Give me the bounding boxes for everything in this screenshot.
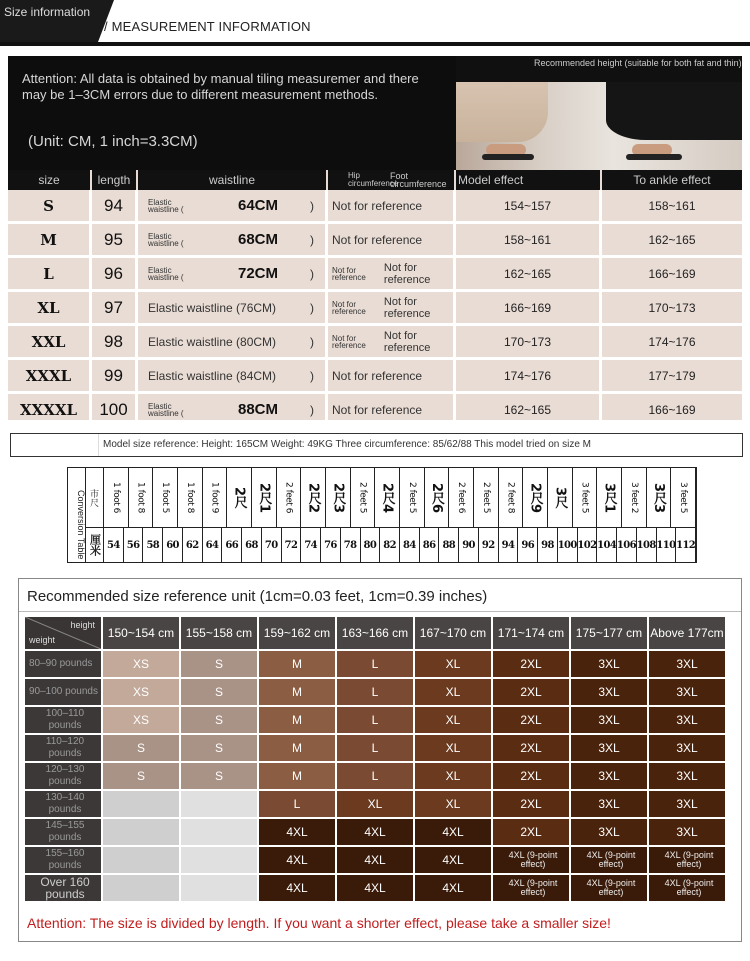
conversion-shichi-cell: 3尺3 <box>647 468 672 528</box>
weight-row-label: 100–110 pounds <box>25 707 101 733</box>
conversion-cm-cell: 56 <box>124 528 144 562</box>
model-ref-blank <box>11 434 99 456</box>
conversion-cm-cell: 108 <box>637 528 657 562</box>
waistline-cell <box>138 224 328 258</box>
conversion-cells <box>104 468 696 562</box>
model-ref-text: Model size reference: Height: 165CM Weight: 49KG Three circumference: 85/62/88 This model tried on size M <box>103 439 592 450</box>
weight-row-label: 155–160 pounds <box>25 847 101 873</box>
size-recommendation-cell: 2XL <box>493 735 569 761</box>
length-cell: 95 <box>92 224 138 258</box>
photo-caption: Recommended height (suitable for both fat and thin) <box>456 56 742 82</box>
hip-small-text: Not for reference <box>332 265 366 282</box>
header-model-effect: Model effect <box>456 170 602 190</box>
conversion-shichi-cell: 2 feet 8 <box>499 468 524 528</box>
waistline-label: Elastic waistline ( <box>148 265 184 282</box>
size-recommendation-cell: 3XL <box>649 791 725 817</box>
size-recommendation-cell: XL <box>415 707 491 733</box>
size-information-label: Size information <box>4 5 91 19</box>
hip-small-text: Not for reference <box>332 333 366 350</box>
conversion-cm-cell: 70 <box>262 528 282 562</box>
model-effect-cell: 158~161 <box>456 224 602 258</box>
waistline-value: 68CM <box>238 231 279 248</box>
size-recommendation-cell: 4XL <box>415 847 491 873</box>
size-recommendation-cell: 3XL <box>649 707 725 733</box>
length-cell: 96 <box>92 258 138 292</box>
height-header: 155~158 cm <box>181 617 257 649</box>
waistline-label: Elastic waistline ( <box>148 197 184 214</box>
height-header: Above 177cm <box>649 617 725 649</box>
size-recommendation-cell: M <box>259 763 335 789</box>
size-recommendation-cell: XL <box>415 651 491 677</box>
waistline-value: 64CM <box>238 197 279 214</box>
weight-row-label: 120–130 pounds <box>25 763 101 789</box>
conversion-cm-cell: 68 <box>242 528 262 562</box>
size-recommendation-cell: 3XL <box>571 819 647 845</box>
size-recommendation-cell: S <box>181 651 257 677</box>
size-recommendation-cell <box>103 791 179 817</box>
conversion-table-label: Conversion Table <box>76 490 86 560</box>
measurement-row <box>8 258 742 292</box>
corner-height-label: height <box>70 620 95 630</box>
header-ankle-effect: To ankle effect <box>633 173 711 187</box>
waistline-close: ) <box>310 300 314 315</box>
size-recommendation-cell: 4XL <box>259 819 335 845</box>
waistline-cell <box>138 292 328 326</box>
conversion-cm-cell: 64 <box>203 528 223 562</box>
hip-cell <box>328 190 456 224</box>
foot-text: Not for reference <box>383 295 431 320</box>
size-cell: XXXXL <box>8 394 92 428</box>
conversion-cm-cell: 78 <box>341 528 361 562</box>
size-recommendation-cell: XL <box>415 791 491 817</box>
conversion-row-label-shichi: 市尺 <box>86 468 104 528</box>
size-recommendation-cell: 4XL (9-point effect) <box>649 847 725 873</box>
conversion-shichi-cell: 1 foot 8 <box>178 468 203 528</box>
size-recommendation-cell: 4XL <box>415 819 491 845</box>
right-sandal-shape <box>626 154 682 160</box>
waistline-value: 72CM <box>238 265 279 282</box>
measurement-information-title <box>104 19 311 34</box>
recommended-size-section <box>18 578 742 942</box>
recommended-size-title: Recommended size reference unit (1cm=0.03 feet, 1cm=0.39 inches) <box>27 588 488 605</box>
size-recommendation-cell: 3XL <box>571 679 647 705</box>
ankle-effect-cell: 162~165 <box>602 224 742 258</box>
conversion-cm-cell: 94 <box>499 528 519 562</box>
waistline-cell <box>138 326 328 360</box>
size-recommendation-cell: 4XL (9-point effect) <box>493 875 569 901</box>
size-recommendation-cell: L <box>337 735 413 761</box>
conversion-cm-cell: 72 <box>282 528 302 562</box>
conversion-shichi-cell: 1 foot 5 <box>153 468 178 528</box>
model-effect-cell: 170~173 <box>456 326 602 360</box>
conversion-shichi-cell: 3 feet 5 <box>671 468 696 528</box>
corner-weight-label: weight <box>29 635 56 645</box>
size-recommendation-cell <box>103 847 179 873</box>
ankle-effect-cell: 177~179 <box>602 360 742 394</box>
conversion-cm-cell: 76 <box>321 528 341 562</box>
size-recommendation-cell: M <box>259 651 335 677</box>
size-recommendation-cell: 3XL <box>649 819 725 845</box>
height-header: 171~174 cm <box>493 617 569 649</box>
waistline-label: Elastic waistline ( <box>148 231 184 248</box>
size-recommendation-cell: 4XL <box>337 875 413 901</box>
notice-unit: (Unit: CM, 1 inch=3.3CM) <box>28 133 198 150</box>
waistline-value: 88CM <box>238 401 279 418</box>
waistline-text: Elastic waistline (84CM) <box>148 368 277 383</box>
conversion-cm-cell: 74 <box>301 528 321 562</box>
grid-corner <box>25 617 101 649</box>
hip-text: Not for reference <box>332 232 423 247</box>
size-recommendation-cell: 2XL <box>493 791 569 817</box>
size-recommendation-cell: L <box>337 763 413 789</box>
conversion-cm-cell: 112 <box>676 528 696 562</box>
size-recommendation-cell: 4XL <box>337 819 413 845</box>
conversion-cm-cell: 86 <box>420 528 440 562</box>
hip-text: Not for reference <box>332 368 423 383</box>
size-recommendation-cell <box>103 819 179 845</box>
size-recommendation-cell: S <box>103 735 179 761</box>
size-recommendation-cell: L <box>337 679 413 705</box>
size-recommendation-cell: 4XL (9-point effect) <box>571 847 647 873</box>
hip-small-text: Not for reference <box>332 299 366 316</box>
ankle-effect-cell: 170~173 <box>602 292 742 326</box>
conversion-cm-cell: 62 <box>183 528 203 562</box>
measurement-notice <box>8 56 456 170</box>
size-recommendation-cell: XS <box>103 651 179 677</box>
waistline-cell <box>138 258 328 292</box>
measurement-row <box>8 190 742 224</box>
ankle-effect-cell: 166~169 <box>602 394 742 428</box>
model-effect-cell: 166~169 <box>456 292 602 326</box>
hip-cell <box>328 224 456 258</box>
black-skirt-shape <box>606 82 742 140</box>
size-recommendation-cell: XS <box>103 707 179 733</box>
conversion-shichi-cell: 2尺 <box>227 468 252 528</box>
conversion-shichi-cell: 3尺1 <box>597 468 622 528</box>
measurement-title-text: MEASUREMENT INFORMATION <box>111 19 311 34</box>
size-recommendation-cell: S <box>181 679 257 705</box>
conversion-row-label-cm: 厘米 <box>86 528 104 562</box>
foot-text: Not for reference <box>383 329 431 354</box>
size-recommendation-cell: 4XL <box>259 847 335 873</box>
size-recommendation-cell: L <box>337 651 413 677</box>
size-recommendation-cell <box>181 875 257 901</box>
recommended-attention: Attention: The size is divided by length. If you want a shorter effect, please take a smaller size! <box>27 915 611 931</box>
ankle-effect-cell: 158~161 <box>602 190 742 224</box>
conversion-cm-cell: 92 <box>479 528 499 562</box>
conversion-cm-cell: 88 <box>439 528 459 562</box>
size-recommendation-cell: 2XL <box>493 819 569 845</box>
conversion-shichi-cell: 2 feet 6 <box>277 468 302 528</box>
weight-row-label: 80–90 pounds <box>25 651 101 677</box>
header-size: size <box>8 170 92 190</box>
size-recommendation-cell: 2XL <box>493 763 569 789</box>
conversion-shichi-cell: 3 feet 2 <box>622 468 647 528</box>
recommended-title-divider <box>19 611 741 612</box>
conversion-shichi-cell: 2尺1 <box>252 468 277 528</box>
size-cell: XXXL <box>8 360 92 394</box>
waistline-label: Elastic waistline ( <box>148 401 184 418</box>
conversion-shichi-cell: 1 foot 6 <box>104 468 129 528</box>
conversion-shichi-cell: 2 feet 5 <box>400 468 425 528</box>
length-cell: 99 <box>92 360 138 394</box>
header-waistline: waistline <box>138 170 328 190</box>
measurement-row <box>8 326 742 360</box>
conversion-shichi-cell: 1 foot 9 <box>203 468 228 528</box>
size-recommendation-cell: 3XL <box>649 735 725 761</box>
waistline-cell <box>138 360 328 394</box>
size-cell: XXL <box>8 326 92 360</box>
size-recommendation-cell: 3XL <box>649 763 725 789</box>
size-cell: M <box>8 224 92 258</box>
size-cell: L <box>8 258 92 292</box>
waistline-close: ) <box>310 368 314 383</box>
size-recommendation-cell: 4XL <box>415 875 491 901</box>
size-recommendation-cell: 4XL (9-point effect) <box>493 847 569 873</box>
size-recommendation-cell: 2XL <box>493 651 569 677</box>
length-cell: 97 <box>92 292 138 326</box>
size-recommendation-cell: 3XL <box>571 735 647 761</box>
conversion-cm-cell: 96 <box>518 528 538 562</box>
measurement-table-header <box>8 170 742 190</box>
left-sandal-shape <box>482 154 534 160</box>
length-cell: 94 <box>92 190 138 224</box>
waistline-close: ) <box>310 232 314 247</box>
hip-cell <box>328 326 456 360</box>
conversion-table-label-col <box>68 468 86 562</box>
size-recommendation-cell: XL <box>337 791 413 817</box>
conversion-shichi-cell: 2 feet 5 <box>351 468 376 528</box>
model-effect-cell: 162~165 <box>456 258 602 292</box>
size-recommendation-cell: S <box>181 707 257 733</box>
header-hip-foot <box>328 170 456 190</box>
size-recommendation-cell: L <box>259 791 335 817</box>
conversion-shichi-cell: 2尺2 <box>301 468 326 528</box>
size-recommendation-cell: S <box>181 735 257 761</box>
light-skirt-shape <box>456 82 548 142</box>
waistline-close: ) <box>310 266 314 281</box>
conversion-shichi-cell: 2 feet 5 <box>474 468 499 528</box>
size-recommendation-cell: 3XL <box>571 707 647 733</box>
foot-text: Not for reference <box>383 261 431 286</box>
conversion-cm-cell: 90 <box>459 528 479 562</box>
height-header: 167~170 cm <box>415 617 491 649</box>
conversion-cm-cell: 66 <box>222 528 242 562</box>
waistline-close: ) <box>310 402 314 417</box>
conversion-cm-cell: 100 <box>558 528 578 562</box>
size-information-tab <box>0 0 98 42</box>
header-length: length <box>92 170 138 190</box>
photo-scene <box>456 82 742 170</box>
measurement-row <box>8 360 742 394</box>
conversion-cm-cell: 102 <box>578 528 598 562</box>
conversion-cm-cell: 58 <box>143 528 163 562</box>
size-recommendation-cell <box>103 875 179 901</box>
length-cell: 100 <box>92 394 138 428</box>
conversion-table <box>67 467 697 563</box>
hip-cell <box>328 394 456 428</box>
size-recommendation-cell: XS <box>103 679 179 705</box>
ankle-effect-cell: 174~176 <box>602 326 742 360</box>
size-cell: S <box>8 190 92 224</box>
ankle-effect-cell: 166~169 <box>602 258 742 292</box>
size-recommendation-cell: 4XL <box>259 875 335 901</box>
waistline-cell <box>138 190 328 224</box>
size-recommendation-cell: M <box>259 679 335 705</box>
model-effect-cell: 154~157 <box>456 190 602 224</box>
conversion-cm-cell: 60 <box>163 528 183 562</box>
size-recommendation-cell: 2XL <box>493 707 569 733</box>
waistline-cell <box>138 394 328 428</box>
conversion-cm-cell: 84 <box>400 528 420 562</box>
size-recommendation-cell: 4XL (9-point effect) <box>571 875 647 901</box>
conversion-shichi-cell: 2尺9 <box>523 468 548 528</box>
length-cell: 98 <box>92 326 138 360</box>
size-recommendation-cell <box>181 847 257 873</box>
measurement-row <box>8 394 742 428</box>
weight-row-label: 130–140 pounds <box>25 791 101 817</box>
weight-row-label: 145–155 pounds <box>25 819 101 845</box>
size-recommendation-cell <box>181 819 257 845</box>
conversion-shichi-cell: 3 feet 5 <box>573 468 598 528</box>
conversion-cm-cell: 106 <box>617 528 637 562</box>
height-header: 150~154 cm <box>103 617 179 649</box>
waistline-close: ) <box>310 198 314 213</box>
conversion-cm-cell: 98 <box>538 528 558 562</box>
notice-text: Attention: All data is obtained by manual tiling measuremer and there may be 1–3CM errors due to different measurement methods. <box>22 71 419 102</box>
size-recommendation-cell: 2XL <box>493 679 569 705</box>
hip-text: Not for reference <box>332 402 423 417</box>
size-recommendation-cell: 3XL <box>649 651 725 677</box>
hip-cell <box>328 258 456 292</box>
conversion-cm-cell: 110 <box>657 528 677 562</box>
model-size-reference <box>10 433 743 457</box>
weight-row-label: Over 160 pounds <box>25 875 101 901</box>
conversion-shichi-cell: 3尺 <box>548 468 573 528</box>
height-header: 159~162 cm <box>259 617 335 649</box>
conversion-shichi-cell: 2尺6 <box>425 468 450 528</box>
header-foot: Foot circumference <box>390 171 447 189</box>
size-recommendation-cell: 3XL <box>649 679 725 705</box>
model-effect-cell: 162~165 <box>456 394 602 428</box>
title-slash: / <box>104 19 112 34</box>
conversion-cm-cell: 104 <box>597 528 617 562</box>
size-recommendation-cell: 3XL <box>571 791 647 817</box>
size-recommendation-cell: 3XL <box>571 763 647 789</box>
size-cell: XL <box>8 292 92 326</box>
hip-text: Not for reference <box>332 198 423 213</box>
page-header <box>0 0 750 46</box>
conversion-cm-cell: 80 <box>361 528 381 562</box>
measurement-row <box>8 292 742 326</box>
size-recommendation-cell: L <box>337 707 413 733</box>
waistline-text: Elastic waistline (76CM) <box>148 300 277 315</box>
conversion-shichi-cell: 2 feet 6 <box>449 468 474 528</box>
conversion-shichi-cell: 2尺3 <box>326 468 351 528</box>
size-recommendation-cell: S <box>181 763 257 789</box>
measurement-row <box>8 224 742 258</box>
conversion-cm-cell: 54 <box>104 528 124 562</box>
conversion-shichi-cell: 1 foot 8 <box>129 468 154 528</box>
size-recommendation-cell <box>181 791 257 817</box>
model-effect-cell: 174~176 <box>456 360 602 394</box>
model-photo <box>456 56 742 170</box>
size-recommendation-cell: XL <box>415 763 491 789</box>
hip-cell <box>328 360 456 394</box>
weight-row-label: 90–100 pounds <box>25 679 101 705</box>
hip-cell <box>328 292 456 326</box>
measurement-section <box>8 56 742 420</box>
height-header: 163~166 cm <box>337 617 413 649</box>
conversion-cm-cell: 82 <box>380 528 400 562</box>
size-recommendation-cell: XL <box>415 679 491 705</box>
size-recommendation-cell: M <box>259 735 335 761</box>
size-recommendation-cell: M <box>259 707 335 733</box>
size-recommendation-cell: 4XL (9-point effect) <box>649 875 725 901</box>
size-recommendation-cell: 4XL <box>337 847 413 873</box>
waistline-close: ) <box>310 334 314 349</box>
size-recommendation-cell: 3XL <box>571 651 647 677</box>
header-hip: Hip circumference <box>348 171 399 188</box>
weight-row-label: 110–120 pounds <box>25 735 101 761</box>
conversion-shichi-cell: 2尺4 <box>375 468 400 528</box>
waistline-text: Elastic waistline (80CM) <box>148 334 277 349</box>
header-divider <box>0 42 750 46</box>
size-recommendation-cell: S <box>103 763 179 789</box>
height-header: 175~177 cm <box>571 617 647 649</box>
size-recommendation-cell: XL <box>415 735 491 761</box>
